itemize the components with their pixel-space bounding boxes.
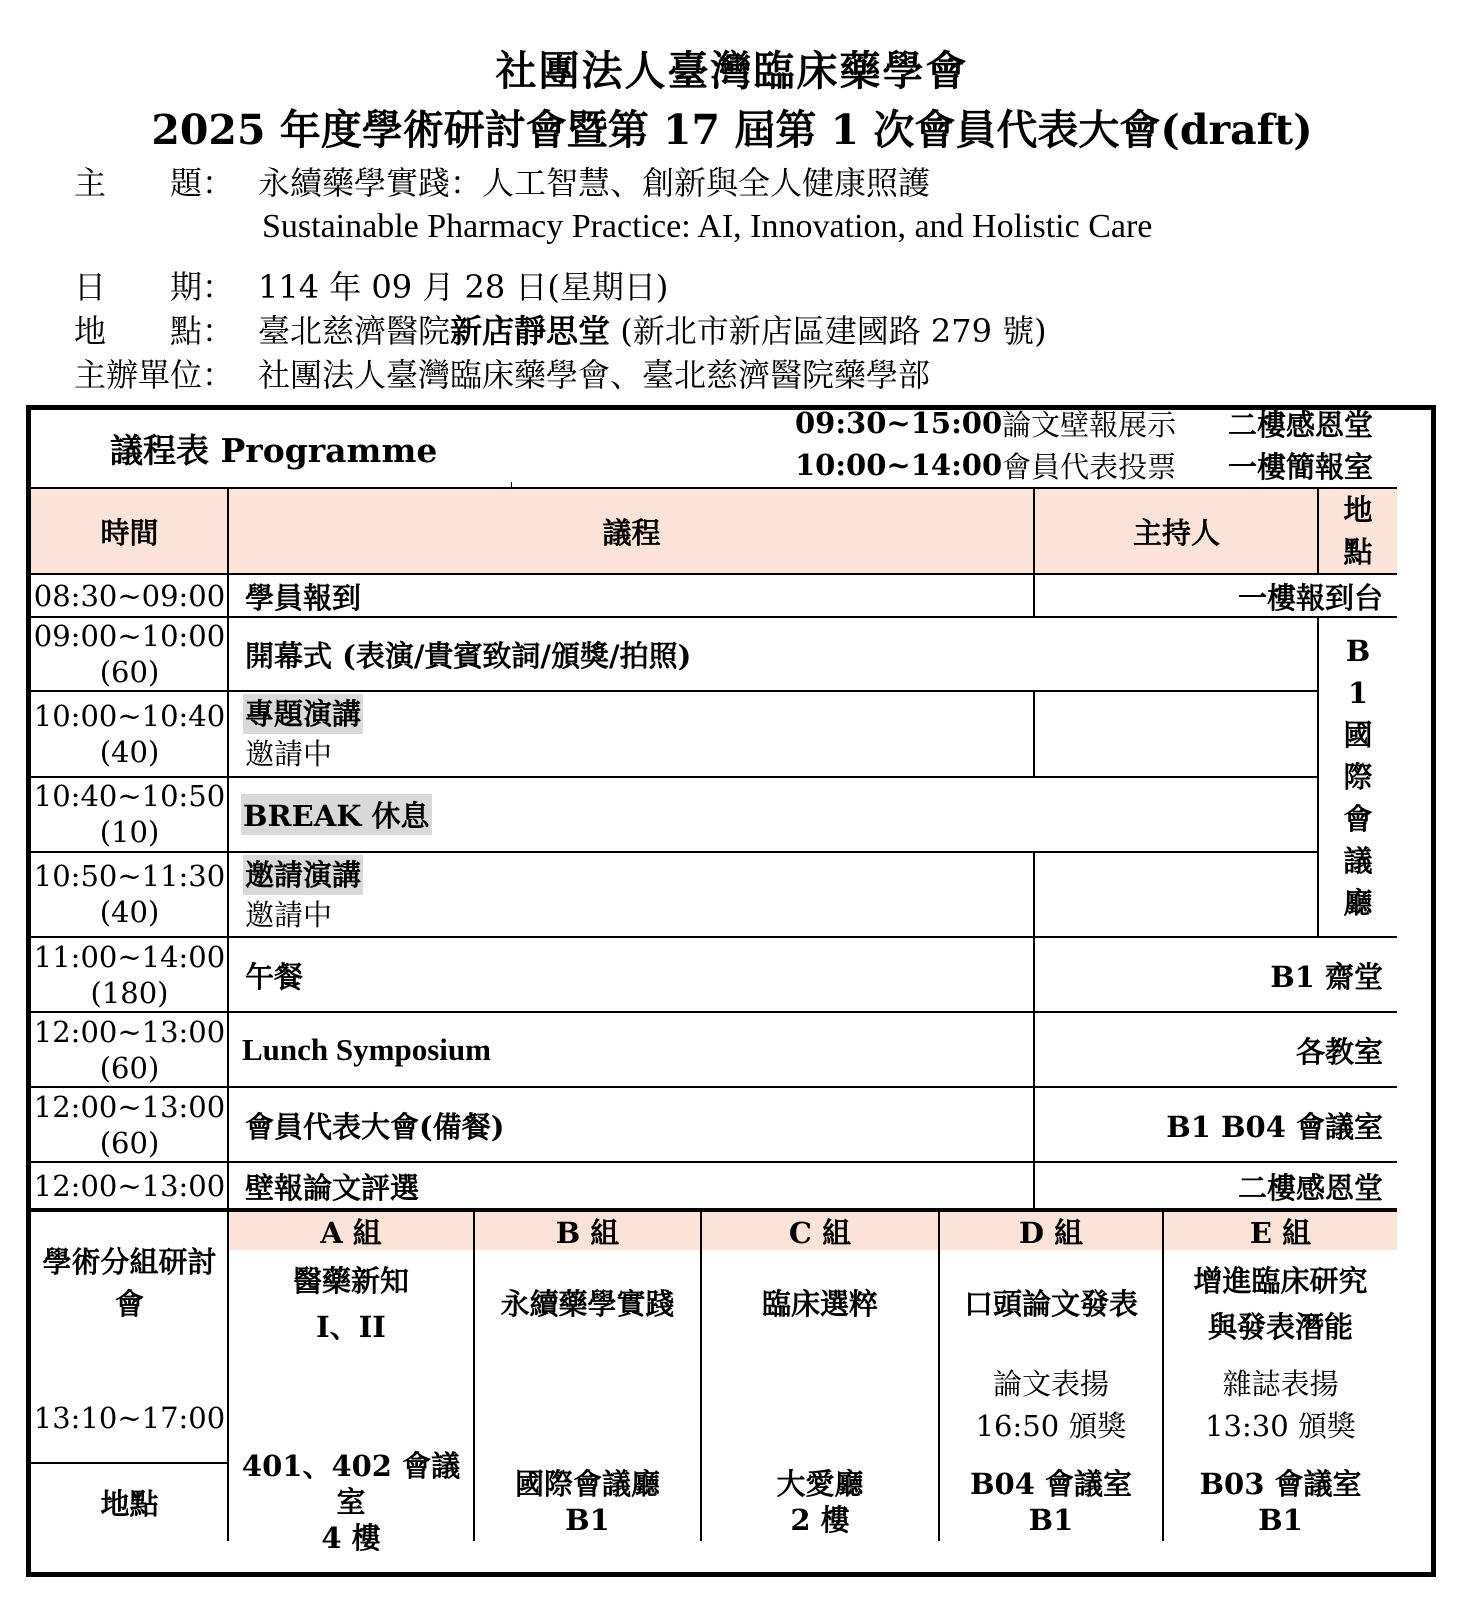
row8-place: B1 B04 會議室 — [1166, 1109, 1383, 1144]
row3-agenda: 專題演講 邀請中 — [229, 691, 363, 777]
host-value: 社團法人臺灣臨床藥學會、臺北慈濟醫院藥學部 — [258, 356, 931, 394]
extra-vote-place: 一樓簡報室 — [1228, 449, 1374, 484]
group-2-topic: 臨床選粹 — [761, 1287, 878, 1321]
row5-agenda: 邀請演講 邀請中 — [229, 852, 363, 938]
group-2-room: 大愛廳 2 樓 — [776, 1467, 864, 1537]
row4-time: 10:40~10:50 (10) — [33, 779, 226, 849]
col-host-header: 主持人 — [1035, 489, 1318, 573]
row8-time: 12:00~13:00 (60) — [33, 1090, 226, 1160]
title-society: 社團法人臺灣臨床藥學會 — [495, 47, 969, 95]
extra-vote: 10:00~14:00 會員代表投票 — [795, 448, 1177, 484]
row3-time: 10:00~10:40 (40) — [33, 699, 226, 769]
row1-place: 一樓報到台 — [1237, 580, 1383, 615]
date-label: 日 期： — [74, 268, 235, 306]
group-3-note: 論文表揚 16:50 頒獎 — [975, 1367, 1127, 1443]
group-4-room: B03 會議室 B1 — [1199, 1467, 1362, 1537]
col-place-header: 地點 — [1319, 489, 1397, 573]
group-1-name: B 組 — [475, 1212, 700, 1250]
group-0-name: A 組 — [229, 1212, 473, 1250]
title-event: 2025 年度學術研討會暨第 17 屆第 1 次會員代表大會(draft) — [151, 106, 1313, 154]
theme-zh: 永續藥學實踐：人工智慧、創新與全人健康照護 — [258, 164, 931, 202]
group-3-topic: 口頭論文發表 — [963, 1287, 1138, 1321]
row9-place: 二樓感恩堂 — [1237, 1170, 1383, 1205]
groups-time: 13:10~17:00 — [33, 1401, 226, 1435]
group-3-room: B04 會議室 B1 — [970, 1467, 1132, 1537]
row9-time: 12:00~13:00 — [33, 1169, 226, 1203]
group-2-note — [702, 1362, 938, 1448]
venue-label: 地 點： — [74, 312, 235, 350]
theme-en: Sustainable Pharmacy Practice: AI, Innovation, and Holistic Care — [262, 208, 1153, 245]
groups-label: 學術分組研討會 — [42, 1245, 217, 1321]
group-4-note: 雜誌表揚 13:30 頒獎 — [1205, 1367, 1356, 1443]
group-4-name: E 組 — [1164, 1212, 1397, 1250]
row8-agenda: 會員代表大會(備餐) — [245, 1109, 505, 1144]
row1-time: 08:30~09:00 — [33, 579, 226, 613]
row4-agenda: BREAK 休息 — [241, 777, 432, 851]
date-value: 114 年 09 月 28 日(星期日) — [258, 268, 669, 306]
row7-time: 12:00~13:00 (60) — [33, 1015, 226, 1085]
group-4-topic: 增進臨床研究 與發表潛能 — [1193, 1264, 1368, 1344]
row9-agenda: 壁報論文評選 — [245, 1170, 420, 1205]
row5-time: 10:50~11:30 (40) — [33, 859, 226, 929]
row2-agenda: 開幕式 (表演/貴賓致詞/頒獎/拍照) — [245, 638, 692, 673]
group-2-name: C 組 — [702, 1212, 938, 1250]
extra-poster: 09:30~15:00 論文壁報展示 — [795, 406, 1177, 442]
row6-place: B1 齋堂 — [1270, 959, 1383, 994]
theme-label: 主 題： — [74, 164, 235, 202]
group-0-room: 401、402 會議室 4 樓 — [241, 1449, 461, 1555]
row6-agenda: 午餐 — [245, 959, 304, 994]
group-3-name: D 組 — [940, 1212, 1162, 1250]
b1-hall-place: B1國際會議廳 — [1343, 634, 1373, 920]
row2-time: 09:00~10:00 (60) — [33, 619, 226, 689]
row1-agenda: 學員報到 — [245, 580, 362, 615]
group-1-room: 國際會議廳 B1 — [514, 1467, 660, 1537]
row7-agenda: Lunch Symposium — [242, 1032, 491, 1067]
group-1-topic: 永續藥學實踐 — [500, 1287, 675, 1321]
extra-poster-place: 二樓感恩堂 — [1228, 407, 1374, 442]
col-time-header: 時間 — [31, 489, 228, 573]
programme-title: 議程表 Programme — [110, 430, 438, 470]
col-agenda-header: 議程 — [229, 489, 1034, 573]
row6-time: 11:00~14:00 (180) — [33, 940, 226, 1010]
group-1-note — [475, 1362, 700, 1448]
row7-place: 各教室 — [1295, 1034, 1383, 1069]
group-0-note — [229, 1362, 473, 1448]
venue-value: 臺北慈濟醫院新店靜思堂 (新北市新店區建國路 279 號) — [258, 312, 1047, 350]
group-0-topic: 醫藥新知 I、II — [292, 1264, 409, 1344]
host-label: 主辦單位： — [74, 356, 235, 394]
groups-place-label: 地點 — [100, 1486, 159, 1521]
